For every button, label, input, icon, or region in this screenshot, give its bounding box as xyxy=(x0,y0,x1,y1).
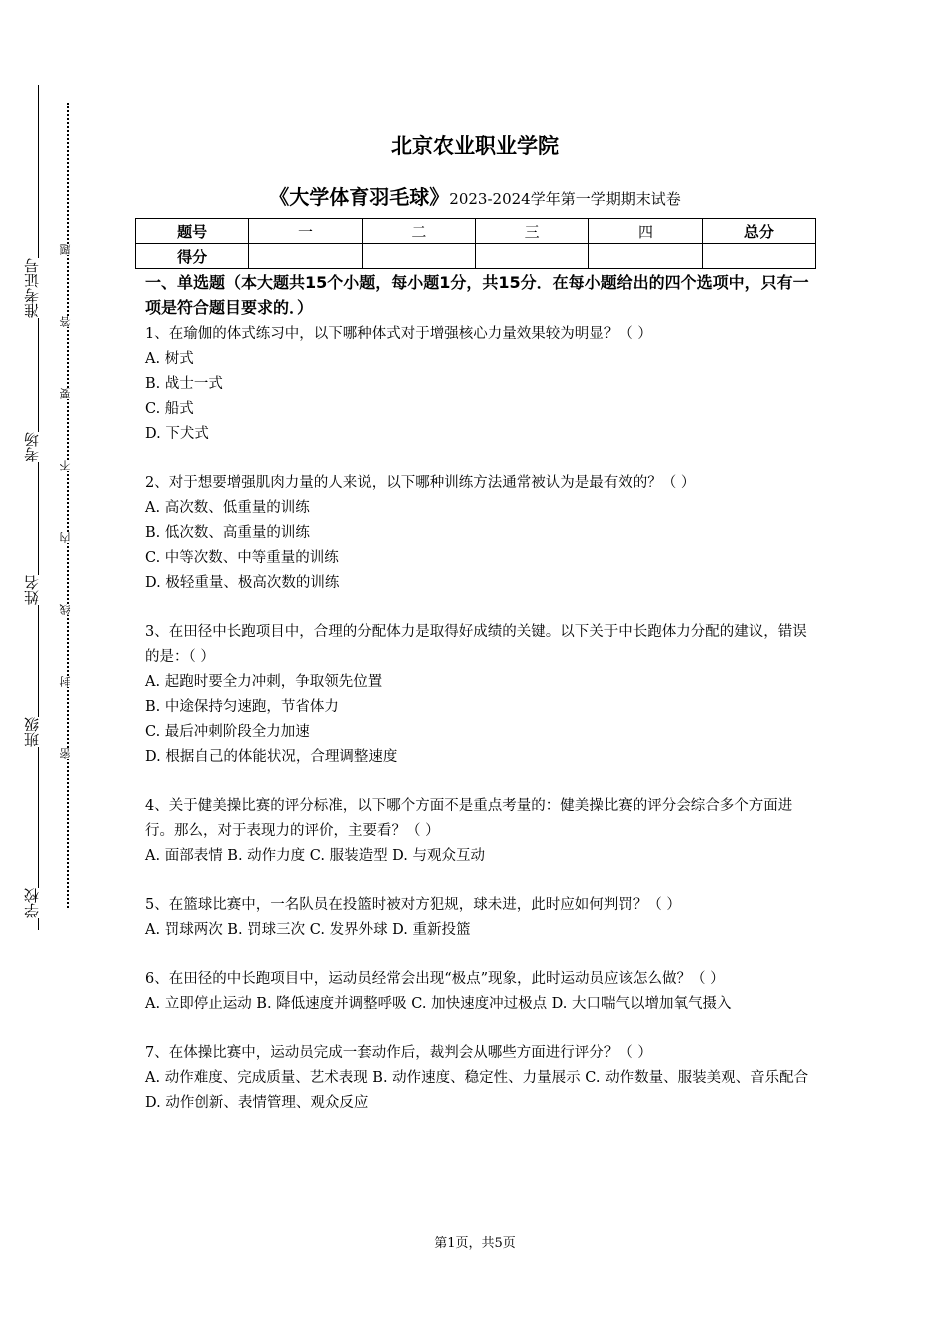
option-row: A. 面部表情 B. 动作力度 C. 服装造型 D. 与观众互动 xyxy=(145,848,486,864)
section-heading: 一、单选题（本大题共15个小题，每小题1分，共15分．在每小题给出的四个选项中，只有一项是符合题目要求的．） xyxy=(145,273,809,317)
option: B. 战士一式 xyxy=(145,376,223,392)
score-header-cell: 一 xyxy=(249,219,362,244)
exam-content xyxy=(145,270,820,1140)
option: D. 极轻重量、极高次数的训练 xyxy=(145,575,340,591)
question-stem: 3、在田径中长跑项目中，合理的分配体力是取得好成绩的关键。以下关于中长跑体力分配的建议，错误的是：（ ） xyxy=(145,624,807,665)
seal-dotted-line xyxy=(67,103,69,908)
score-cell xyxy=(475,244,588,269)
question xyxy=(145,794,820,869)
option-row: A. 立即停止运动 B. 降低速度并调整呼吸 C. 加快速度冲过极点 D. 大口喘气以增加氧气摄入 xyxy=(145,996,732,1012)
seal-char: 答 xyxy=(60,316,76,327)
score-header-cell: 三 xyxy=(475,219,588,244)
class-label: 班级 xyxy=(23,717,41,747)
score-table-score-row xyxy=(136,244,816,269)
option-row: A. 罚球两次 B. 罚球三次 C. 发界外球 D. 重新投篮 xyxy=(145,922,471,938)
question-stem: 7、在体操比赛中，运动员完成一套动作后，裁判会从哪些方面进行评分？（ ） xyxy=(145,1045,652,1061)
option: D. 下犬式 xyxy=(145,426,209,442)
option: C. 船式 xyxy=(145,401,194,417)
option: A. 起跑时要全力冲刺，争取领先位置 xyxy=(145,674,383,690)
exam-number-label: 准考证号 xyxy=(23,258,41,318)
question xyxy=(145,620,820,770)
question xyxy=(145,967,820,1017)
question-stem: 2、对于想要增强肌肉力量的人来说，以下哪种训练方法通常被认为是最有效的？（ ） xyxy=(145,475,696,491)
question-stem: 6、在田径的中长跑项目中，运动员经常会出现“极点”现象，此时运动员应该怎么做？（ ） xyxy=(145,971,725,987)
seal-char: 要 xyxy=(60,388,76,399)
school-title: 北京农业职业学院 xyxy=(391,134,559,158)
score-table-header-row xyxy=(136,219,816,244)
seal-char: 封 xyxy=(60,676,76,687)
name-label: 姓名 xyxy=(23,575,41,605)
seal-char: 线 xyxy=(60,604,76,615)
option: B. 中途保持匀速跑，节省体力 xyxy=(145,699,339,715)
score-cell xyxy=(249,244,362,269)
score-header-cell: 二 xyxy=(362,219,475,244)
option-row: A. 动作难度、完成质量、艺术表现 B. 动作速度、稳定性、力量展示 C. 动作数量、服装美观、音乐配合 D. 动作创新、表情管理、观众反应 xyxy=(145,1070,809,1111)
question-stem: 4、关于健美操比赛的评分标准，以下哪个方面不是重点考量的：健美操比赛的评分会综合多个方面进行。那么，对于表现力的评价，主要看？（ ） xyxy=(145,798,793,839)
score-header-cell: 四 xyxy=(589,219,702,244)
exam-room-label: 考场 xyxy=(23,432,41,462)
question xyxy=(145,893,820,943)
course-name: 《大学体育羽毛球》 xyxy=(269,185,450,209)
question xyxy=(145,1041,820,1116)
score-header-cell: 题号 xyxy=(136,219,249,244)
exam-title xyxy=(0,181,950,210)
score-header-cell: 总分 xyxy=(702,219,815,244)
option: A. 树式 xyxy=(145,351,194,367)
seal-char: 内 xyxy=(60,532,76,543)
seal-char: 题 xyxy=(60,244,76,255)
question xyxy=(145,471,820,596)
option: C. 最后冲刺阶段全力加速 xyxy=(145,724,310,740)
option: B. 低次数、高重量的训练 xyxy=(145,525,310,541)
page-footer: 第1页，共5页 xyxy=(434,1236,516,1251)
binding-line xyxy=(38,85,39,930)
question-stem: 5、在篮球比赛中，一名队员在投篮时被对方犯规，球未进，此时应如何判罚？（ ） xyxy=(145,897,681,913)
score-cell xyxy=(362,244,475,269)
seal-char: 密 xyxy=(60,748,76,759)
option: A. 高次数、低重量的训练 xyxy=(145,500,310,516)
option: C. 中等次数、中等重量的训练 xyxy=(145,550,339,566)
question xyxy=(145,322,820,447)
option: D. 根据自己的体能状况，合理调整速度 xyxy=(145,749,398,765)
exam-term: 2023-2024学年第一学期期末试卷 xyxy=(449,190,681,208)
seal-char: 不 xyxy=(60,460,76,471)
school-label: 学校 xyxy=(23,888,41,918)
question-stem: 1、在瑜伽的体式练习中，以下哪种体式对于增强核心力量效果较为明显？（ ） xyxy=(145,326,652,342)
score-cell xyxy=(589,244,702,269)
score-table xyxy=(135,218,816,269)
score-cell xyxy=(702,244,815,269)
score-row-label: 得分 xyxy=(136,244,249,269)
